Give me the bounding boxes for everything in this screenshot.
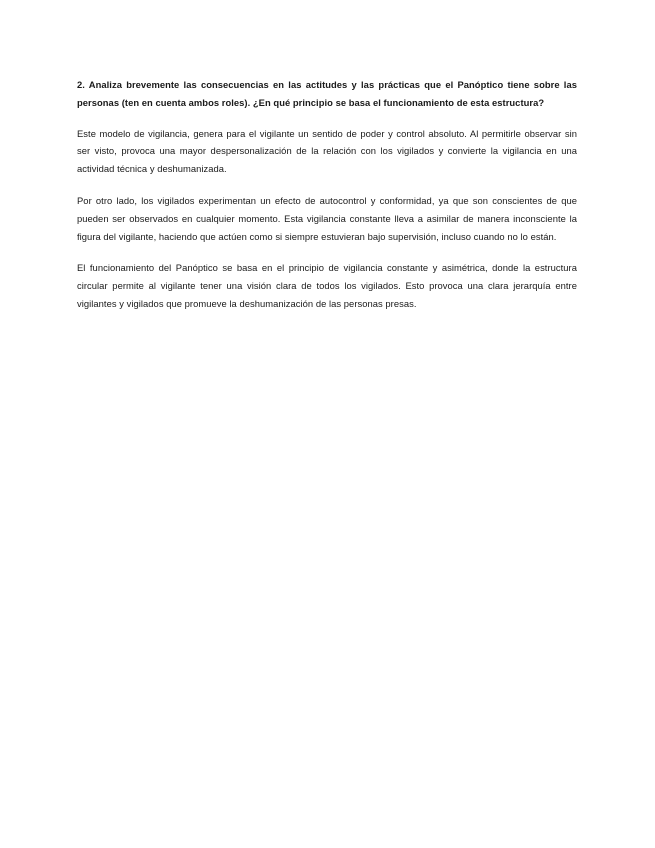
document-body <box>77 76 577 327</box>
question-number: 2. <box>77 79 85 90</box>
answer-paragraph-3: El funcionamiento del Panóptico se basa en el principio de vigilancia constante y asimétrica, donde la estructura circular permite al vigilante tener una visión clara de todos los vigilados. Esto provoca una clara jerarquía entre vigilantes y vigilados que promueve la deshumanización de las personas presas. <box>77 262 577 309</box>
question-text: Analiza brevemente las consecuencias en las actitudes y las prácticas que el Panóptico tiene sobre las personas (ten en cuenta ambos roles). ¿En qué principio se basa el funcionamiento de esta estructura? <box>77 79 577 108</box>
answer-paragraph-1: Este modelo de vigilancia, genera para el vigilante un sentido de poder y control absoluto. Al permitirle observar sin ser visto, provoca una mayor despersonalización de la relación con los vigilados y convierte la vigilancia en una actividad técnica y deshumanizada. <box>77 127 577 175</box>
answer-paragraph-2: Por otro lado, los vigilados experimentan un efecto de autocontrol y conformidad, ya que son conscientes de que pueden ser observados en cualquier momento. Esta vigilancia constante lleva a asimilar de manera inconsciente la figura del vigilante, haciendo que actúen como si siempre estuvieran bajo supervisión, incluso cuando no lo están. <box>77 194 577 242</box>
question-paragraph <box>77 76 577 112</box>
